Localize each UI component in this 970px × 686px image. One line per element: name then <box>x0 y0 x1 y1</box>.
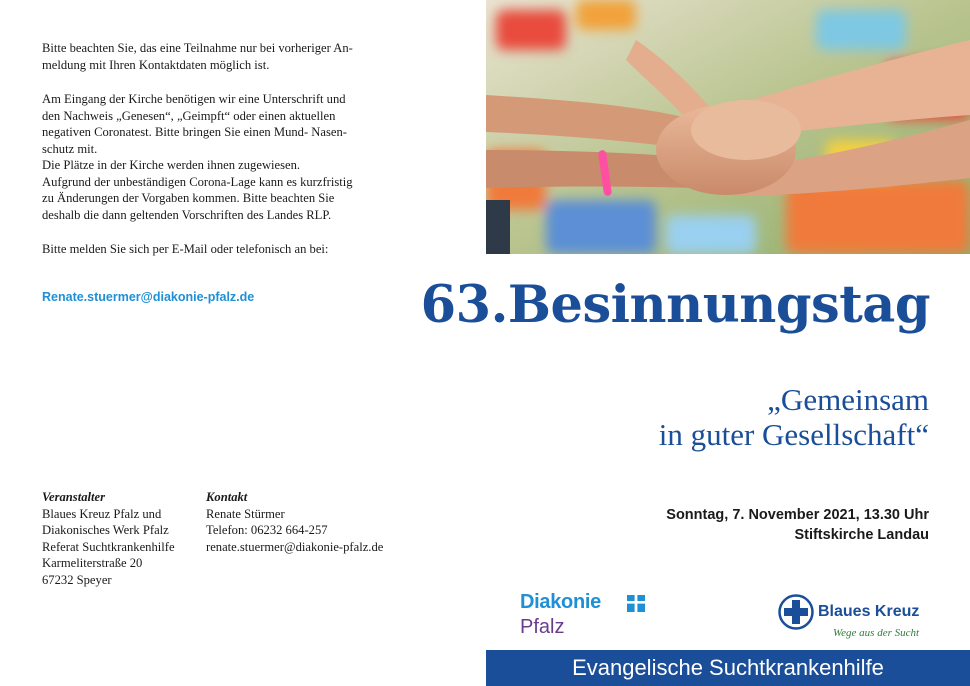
contact-phone: Telefon: 06232 664-257 <box>206 523 328 537</box>
organizer-line: Karmeliterstraße 20 <box>42 556 143 570</box>
text-line: negativen Coronatest. Bitte bringen Sie einen Mund- Nasen- <box>42 125 347 139</box>
event-details <box>666 505 929 545</box>
signup-email-link[interactable]: Renate.stuermer@diakonie-pfalz.de <box>42 290 255 304</box>
corona-rules <box>42 91 414 223</box>
blaues-kreuz-name: Blaues Kreuz <box>818 603 920 620</box>
footer-banner <box>486 650 970 686</box>
contact-name: Renate Stürmer <box>206 506 285 521</box>
text-line: Am Eingang der Kirche benötigen wir eine Unterschrift und <box>42 92 346 106</box>
text-line: den Nachweis „Genesen“, „Geimpft“ oder einen aktuellen <box>42 108 336 123</box>
event-subtitle <box>659 382 929 452</box>
diakonie-cross-icon <box>627 595 645 612</box>
contact-block <box>206 489 383 555</box>
text-line: Aufgrund der unbeständigen Corona-Lage kann es kurzfristig <box>42 174 353 189</box>
blaues-kreuz-logo <box>778 594 938 642</box>
text-line: Die Plätze in der Kirche werden ihnen zugewiesen. <box>42 158 301 172</box>
subtitle-line: „Gemeinsam <box>767 382 929 417</box>
registration-notice <box>42 40 414 73</box>
organizer-heading: Veranstalter <box>42 490 105 504</box>
text-line: meldung mit Ihren Kontaktdaten möglich ist. <box>42 57 270 72</box>
diakonie-wordmark: Diakonie <box>520 591 601 613</box>
text-line: deshalb die dann geltenden Vorschriften des Landes RLP. <box>42 207 332 222</box>
diakonie-logo <box>520 591 660 641</box>
organizer-line: Diakonisches Werk Pfalz <box>42 523 169 537</box>
contact-heading: Kontakt <box>206 490 248 504</box>
footer-text: Evangelische Suchtkrankenhilfe <box>572 655 884 680</box>
text-line: zu Änderungen der Vorgaben kommen. Bitte beachten Sie <box>42 191 335 205</box>
event-datetime: Sonntag, 7. November 2021, 13.30 Uhr <box>666 507 929 523</box>
organizer-line: 67232 Speyer <box>42 572 112 587</box>
event-location: Stiftskirche Landau <box>794 527 929 543</box>
blaues-kreuz-tagline: Wege aus der Sucht <box>833 627 920 639</box>
right-panel <box>420 0 970 686</box>
text-line: Bitte melden Sie sich per E-Mail oder telefonisch an bei: <box>42 242 329 256</box>
contact-email[interactable]: renate.stuermer@diakonie-pfalz.de <box>206 539 384 554</box>
stacked-hands-photo <box>486 0 970 254</box>
organizer-block <box>42 489 175 588</box>
text-line: Bitte beachten Sie, das eine Teilnahme nur bei vorheriger An- <box>42 41 353 55</box>
diakonie-region: Pfalz <box>520 616 565 638</box>
event-title: 63.Besinnungstag <box>420 275 930 335</box>
organizer-line: Blaues Kreuz Pfalz und <box>42 506 162 521</box>
signup-instruction <box>42 241 414 258</box>
organizer-line: Referat Suchtkrankenhilfe <box>42 539 175 554</box>
blue-cross-icon <box>778 594 814 630</box>
subtitle-line: in guter Gesellschaft“ <box>658 417 929 452</box>
text-line: schutz mit. <box>42 141 98 156</box>
